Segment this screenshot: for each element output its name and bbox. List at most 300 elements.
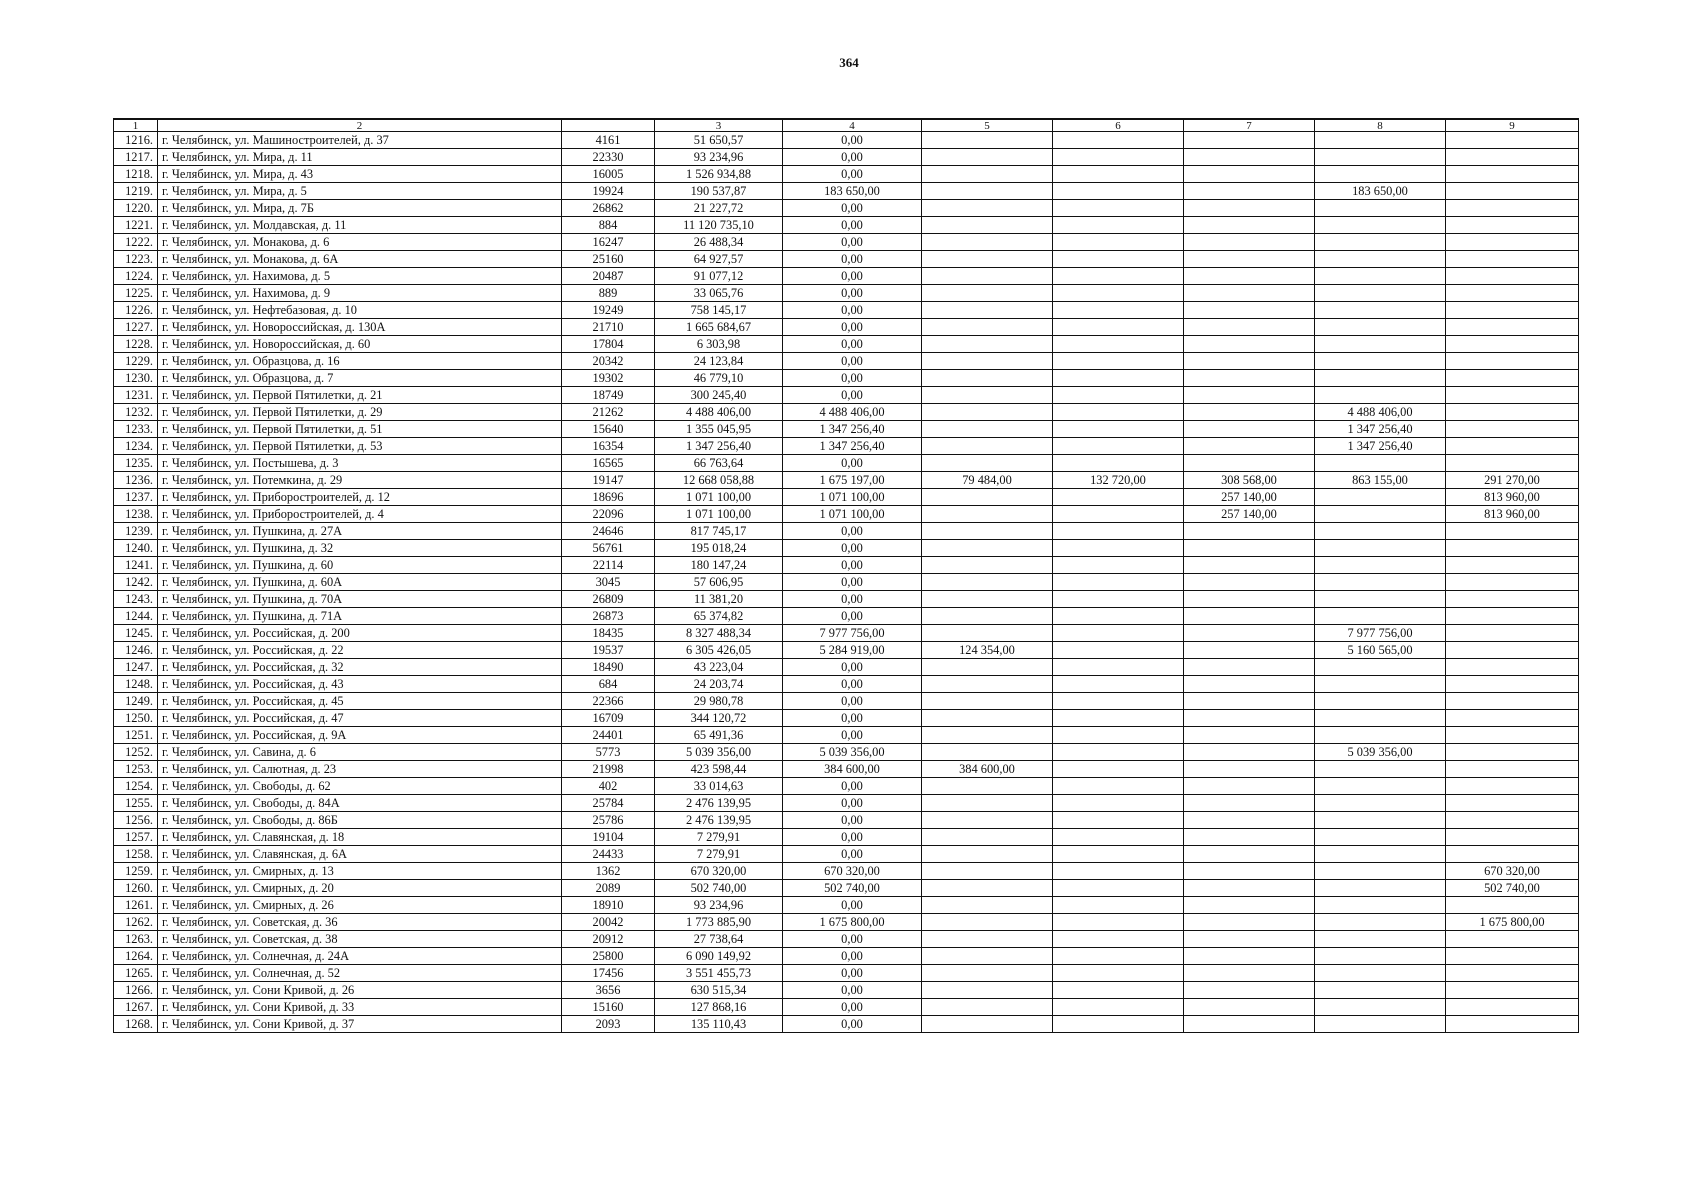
col7-value-cell [1184, 676, 1315, 693]
col7-value-cell [1184, 455, 1315, 472]
code-cell: 21710 [562, 319, 655, 336]
table-row [114, 676, 1579, 693]
col8-value-cell [1315, 710, 1446, 727]
address-cell: г. Челябинск, ул. Машиностроителей, д. 37 [158, 132, 562, 149]
col5-value-cell [922, 353, 1053, 370]
col6-value-cell [1053, 557, 1184, 574]
row-number-cell: 1234. [114, 438, 158, 455]
col7-value-cell [1184, 897, 1315, 914]
row-number-cell: 1255. [114, 795, 158, 812]
row-number-cell: 1224. [114, 268, 158, 285]
col3-value-cell: 91 077,12 [655, 268, 783, 285]
col5-value-cell [922, 132, 1053, 149]
col6-value-cell [1053, 387, 1184, 404]
col4-value-cell: 4 488 406,00 [783, 404, 922, 421]
col3-value-cell: 195 018,24 [655, 540, 783, 557]
col9-value-cell [1446, 761, 1579, 778]
page-number: 364 [839, 55, 859, 70]
col8-value-cell [1315, 897, 1446, 914]
table-row [114, 251, 1579, 268]
col9-value-cell [1446, 268, 1579, 285]
code-cell: 16247 [562, 234, 655, 251]
code-cell: 884 [562, 217, 655, 234]
col9-value-cell [1446, 234, 1579, 251]
col5-value-cell [922, 268, 1053, 285]
col5-value-cell [922, 455, 1053, 472]
col5-value-cell [922, 166, 1053, 183]
col9-value-cell [1446, 404, 1579, 421]
table-row [114, 166, 1579, 183]
row-number-cell: 1253. [114, 761, 158, 778]
row-number-cell: 1262. [114, 914, 158, 931]
col3-value-cell: 33 014,63 [655, 778, 783, 795]
table-row [114, 404, 1579, 421]
col4-value-cell: 0,00 [783, 557, 922, 574]
col4-value-cell: 1 071 100,00 [783, 489, 922, 506]
col8-value-cell [1315, 523, 1446, 540]
col3-value-cell: 11 120 735,10 [655, 217, 783, 234]
col5-value-cell: 384 600,00 [922, 761, 1053, 778]
col3-value-cell: 1 355 045,95 [655, 421, 783, 438]
col4-value-cell: 0,00 [783, 829, 922, 846]
col9-value-cell: 813 960,00 [1446, 506, 1579, 523]
row-number-cell: 1249. [114, 693, 158, 710]
address-cell: г. Челябинск, ул. Пушкина, д. 70А [158, 591, 562, 608]
address-cell: г. Челябинск, ул. Российская, д. 9А [158, 727, 562, 744]
col4-value-cell: 0,00 [783, 931, 922, 948]
col4-value-cell: 7 977 756,00 [783, 625, 922, 642]
row-number-cell: 1263. [114, 931, 158, 948]
code-cell: 21998 [562, 761, 655, 778]
address-cell: г. Челябинск, ул. Солнечная, д. 24А [158, 948, 562, 965]
col8-value-cell [1315, 591, 1446, 608]
code-cell: 26809 [562, 591, 655, 608]
row-number-cell: 1260. [114, 880, 158, 897]
col5-value-cell [922, 863, 1053, 880]
col7-value-cell [1184, 914, 1315, 931]
address-cell: г. Челябинск, ул. Первой Пятилетки, д. 21 [158, 387, 562, 404]
col3-value-cell: 26 488,34 [655, 234, 783, 251]
col7-value-cell [1184, 268, 1315, 285]
col8-value-cell [1315, 778, 1446, 795]
row-number-cell: 1227. [114, 319, 158, 336]
col3-value-cell: 6 303,98 [655, 336, 783, 353]
col6-value-cell [1053, 880, 1184, 897]
col4-value-cell: 1 071 100,00 [783, 506, 922, 523]
col6-value-cell [1053, 438, 1184, 455]
col9-value-cell [1446, 710, 1579, 727]
col5-value-cell [922, 965, 1053, 982]
col4-value-cell: 0,00 [783, 1016, 922, 1033]
col6-value-cell [1053, 302, 1184, 319]
table-row [114, 506, 1579, 523]
col6-value-cell [1053, 591, 1184, 608]
code-cell: 5773 [562, 744, 655, 761]
address-cell: г. Челябинск, ул. Новороссийская, д. 130А [158, 319, 562, 336]
code-cell: 25786 [562, 812, 655, 829]
code-cell: 16709 [562, 710, 655, 727]
col4-value-cell: 0,00 [783, 353, 922, 370]
col8-value-cell [1315, 336, 1446, 353]
col3-value-cell: 4 488 406,00 [655, 404, 783, 421]
code-cell: 22366 [562, 693, 655, 710]
col4-value-cell: 0,00 [783, 982, 922, 999]
code-cell: 4161 [562, 132, 655, 149]
row-number-cell: 1241. [114, 557, 158, 574]
col3-value-cell: 300 245,40 [655, 387, 783, 404]
col8-value-cell [1315, 149, 1446, 166]
address-cell: г. Челябинск, ул. Молдавская, д. 11 [158, 217, 562, 234]
address-cell: г. Челябинск, ул. Смирных, д. 20 [158, 880, 562, 897]
col4-value-cell: 0,00 [783, 574, 922, 591]
col8-value-cell [1315, 846, 1446, 863]
col9-value-cell: 670 320,00 [1446, 863, 1579, 880]
col4-value-cell: 0,00 [783, 336, 922, 353]
col7-value-cell [1184, 523, 1315, 540]
col7-value-cell [1184, 574, 1315, 591]
col3-value-cell: 502 740,00 [655, 880, 783, 897]
row-number-cell: 1223. [114, 251, 158, 268]
col6-value-cell [1053, 795, 1184, 812]
address-cell: г. Челябинск, ул. Пушкина, д. 32 [158, 540, 562, 557]
col7-value-cell: 257 140,00 [1184, 506, 1315, 523]
col5-value-cell [922, 659, 1053, 676]
column-header: 7 [1184, 119, 1315, 132]
col8-value-cell [1315, 285, 1446, 302]
col9-value-cell [1446, 846, 1579, 863]
table-row [114, 285, 1579, 302]
col7-value-cell [1184, 829, 1315, 846]
col7-value-cell [1184, 642, 1315, 659]
col4-value-cell: 0,00 [783, 676, 922, 693]
col3-value-cell: 190 537,87 [655, 183, 783, 200]
row-number-cell: 1247. [114, 659, 158, 676]
col6-value-cell [1053, 574, 1184, 591]
code-cell: 56761 [562, 540, 655, 557]
col4-value-cell: 0,00 [783, 268, 922, 285]
col8-value-cell [1315, 1016, 1446, 1033]
col6-value-cell [1053, 1016, 1184, 1033]
col8-value-cell [1315, 557, 1446, 574]
table-row [114, 795, 1579, 812]
row-number-cell: 1243. [114, 591, 158, 608]
col7-value-cell [1184, 421, 1315, 438]
code-cell: 402 [562, 778, 655, 795]
table-body [114, 132, 1579, 1033]
col7-value-cell [1184, 693, 1315, 710]
col9-value-cell [1446, 557, 1579, 574]
col5-value-cell [922, 149, 1053, 166]
col6-value-cell [1053, 812, 1184, 829]
col3-value-cell: 1 773 885,90 [655, 914, 783, 931]
table-row [114, 149, 1579, 166]
col6-value-cell [1053, 863, 1184, 880]
col9-value-cell [1446, 353, 1579, 370]
col7-value-cell [1184, 251, 1315, 268]
row-number-cell: 1232. [114, 404, 158, 421]
address-cell: г. Челябинск, ул. Советская, д. 36 [158, 914, 562, 931]
address-cell: г. Челябинск, ул. Сони Кривой, д. 37 [158, 1016, 562, 1033]
col7-value-cell [1184, 948, 1315, 965]
row-number-cell: 1266. [114, 982, 158, 999]
col5-value-cell [922, 234, 1053, 251]
col7-value-cell [1184, 353, 1315, 370]
table-row [114, 659, 1579, 676]
col3-value-cell: 127 868,16 [655, 999, 783, 1016]
col3-value-cell: 64 927,57 [655, 251, 783, 268]
col8-value-cell: 183 650,00 [1315, 183, 1446, 200]
col4-value-cell: 0,00 [783, 795, 922, 812]
address-cell: г. Челябинск, ул. Образцова, д. 7 [158, 370, 562, 387]
col7-value-cell [1184, 931, 1315, 948]
col5-value-cell [922, 676, 1053, 693]
col4-value-cell: 502 740,00 [783, 880, 922, 897]
code-cell: 19302 [562, 370, 655, 387]
col4-value-cell: 0,00 [783, 693, 922, 710]
col6-value-cell [1053, 999, 1184, 1016]
col3-value-cell: 6 305 426,05 [655, 642, 783, 659]
col6-value-cell [1053, 370, 1184, 387]
col4-value-cell: 5 284 919,00 [783, 642, 922, 659]
col6-value-cell [1053, 846, 1184, 863]
col3-value-cell: 1 665 684,67 [655, 319, 783, 336]
col3-value-cell: 670 320,00 [655, 863, 783, 880]
col8-value-cell [1315, 302, 1446, 319]
col9-value-cell [1446, 149, 1579, 166]
col4-value-cell: 0,00 [783, 710, 922, 727]
col7-value-cell [1184, 965, 1315, 982]
col9-value-cell [1446, 829, 1579, 846]
code-cell: 22096 [562, 506, 655, 523]
table-row [114, 778, 1579, 795]
code-cell: 3045 [562, 574, 655, 591]
col4-value-cell: 0,00 [783, 302, 922, 319]
code-cell: 1362 [562, 863, 655, 880]
col3-value-cell: 817 745,17 [655, 523, 783, 540]
col6-value-cell [1053, 455, 1184, 472]
address-cell: г. Челябинск, ул. Нахимова, д. 5 [158, 268, 562, 285]
col7-value-cell [1184, 846, 1315, 863]
col9-value-cell [1446, 676, 1579, 693]
code-cell: 18435 [562, 625, 655, 642]
table-row [114, 438, 1579, 455]
column-header: 5 [922, 119, 1053, 132]
col5-value-cell [922, 285, 1053, 302]
row-number-cell: 1256. [114, 812, 158, 829]
col9-value-cell [1446, 455, 1579, 472]
code-cell: 2093 [562, 1016, 655, 1033]
col5-value-cell [922, 251, 1053, 268]
col8-value-cell [1315, 931, 1446, 948]
col9-value-cell [1446, 693, 1579, 710]
column-header: 2 [158, 119, 562, 132]
col7-value-cell [1184, 302, 1315, 319]
col7-value-cell [1184, 880, 1315, 897]
code-cell: 25800 [562, 948, 655, 965]
row-number-cell: 1246. [114, 642, 158, 659]
col6-value-cell [1053, 353, 1184, 370]
col4-value-cell: 0,00 [783, 319, 922, 336]
col4-value-cell: 1 675 800,00 [783, 914, 922, 931]
col9-value-cell [1446, 608, 1579, 625]
col4-value-cell: 0,00 [783, 846, 922, 863]
col3-value-cell: 24 203,74 [655, 676, 783, 693]
col5-value-cell [922, 421, 1053, 438]
col7-value-cell [1184, 795, 1315, 812]
col5-value-cell [922, 744, 1053, 761]
col6-value-cell [1053, 251, 1184, 268]
row-number-cell: 1229. [114, 353, 158, 370]
row-number-cell: 1239. [114, 523, 158, 540]
table-row [114, 642, 1579, 659]
column-header [562, 119, 655, 132]
code-cell: 16565 [562, 455, 655, 472]
col3-value-cell: 27 738,64 [655, 931, 783, 948]
col6-value-cell [1053, 540, 1184, 557]
col9-value-cell [1446, 370, 1579, 387]
col8-value-cell [1315, 863, 1446, 880]
table-row [114, 812, 1579, 829]
col6-value-cell [1053, 965, 1184, 982]
code-cell: 18490 [562, 659, 655, 676]
code-cell: 25784 [562, 795, 655, 812]
col9-value-cell [1446, 795, 1579, 812]
row-number-cell: 1235. [114, 455, 158, 472]
code-cell: 19537 [562, 642, 655, 659]
row-number-cell: 1259. [114, 863, 158, 880]
col4-value-cell: 0,00 [783, 285, 922, 302]
col3-value-cell: 12 668 058,88 [655, 472, 783, 489]
col5-value-cell [922, 540, 1053, 557]
col5-value-cell [922, 506, 1053, 523]
col7-value-cell [1184, 778, 1315, 795]
col4-value-cell: 0,00 [783, 234, 922, 251]
col6-value-cell [1053, 897, 1184, 914]
col3-value-cell: 7 279,91 [655, 829, 783, 846]
col9-value-cell [1446, 965, 1579, 982]
address-cell: г. Челябинск, ул. Нефтебазовая, д. 10 [158, 302, 562, 319]
col5-value-cell [922, 846, 1053, 863]
col4-value-cell: 0,00 [783, 948, 922, 965]
col4-value-cell: 1 347 256,40 [783, 421, 922, 438]
col4-value-cell: 5 039 356,00 [783, 744, 922, 761]
col4-value-cell: 0,00 [783, 200, 922, 217]
column-header: 4 [783, 119, 922, 132]
address-cell: г. Челябинск, ул. Мира, д. 5 [158, 183, 562, 200]
col6-value-cell [1053, 778, 1184, 795]
col7-value-cell [1184, 183, 1315, 200]
col8-value-cell [1315, 693, 1446, 710]
address-cell: г. Челябинск, ул. Пушкина, д. 60А [158, 574, 562, 591]
col6-value-cell [1053, 761, 1184, 778]
col8-value-cell [1315, 217, 1446, 234]
column-header: 9 [1446, 119, 1579, 132]
col6-value-cell [1053, 149, 1184, 166]
col8-value-cell [1315, 676, 1446, 693]
address-cell: г. Челябинск, ул. Смирных, д. 13 [158, 863, 562, 880]
code-cell: 22330 [562, 149, 655, 166]
code-cell: 19924 [562, 183, 655, 200]
col8-value-cell [1315, 132, 1446, 149]
col9-value-cell [1446, 897, 1579, 914]
col3-value-cell: 6 090 149,92 [655, 948, 783, 965]
col5-value-cell [922, 319, 1053, 336]
address-cell: г. Челябинск, ул. Первой Пятилетки, д. 29 [158, 404, 562, 421]
address-cell: г. Челябинск, ул. Нахимова, д. 9 [158, 285, 562, 302]
col9-value-cell [1446, 200, 1579, 217]
address-cell: г. Челябинск, ул. Свободы, д. 84А [158, 795, 562, 812]
row-number-cell: 1251. [114, 727, 158, 744]
col4-value-cell: 0,00 [783, 132, 922, 149]
table-row [114, 336, 1579, 353]
code-cell: 21262 [562, 404, 655, 421]
col8-value-cell [1315, 812, 1446, 829]
col9-value-cell [1446, 285, 1579, 302]
col4-value-cell: 0,00 [783, 540, 922, 557]
row-number-cell: 1240. [114, 540, 158, 557]
row-number-cell: 1236. [114, 472, 158, 489]
address-cell: г. Челябинск, ул. Российская, д. 43 [158, 676, 562, 693]
col5-value-cell [922, 778, 1053, 795]
col9-value-cell [1446, 948, 1579, 965]
col7-value-cell [1184, 608, 1315, 625]
table-row [114, 455, 1579, 472]
col8-value-cell [1315, 829, 1446, 846]
row-number-cell: 1221. [114, 217, 158, 234]
table-row [114, 1016, 1579, 1033]
table-row [114, 183, 1579, 200]
code-cell: 20342 [562, 353, 655, 370]
col4-value-cell: 1 347 256,40 [783, 438, 922, 455]
col3-value-cell: 7 279,91 [655, 846, 783, 863]
col5-value-cell [922, 727, 1053, 744]
code-cell: 19249 [562, 302, 655, 319]
row-number-cell: 1222. [114, 234, 158, 251]
col9-value-cell [1446, 336, 1579, 353]
code-cell: 24433 [562, 846, 655, 863]
col3-value-cell: 1 347 256,40 [655, 438, 783, 455]
col9-value-cell [1446, 387, 1579, 404]
table-row [114, 319, 1579, 336]
col5-value-cell [922, 1016, 1053, 1033]
col7-value-cell [1184, 387, 1315, 404]
col6-value-cell [1053, 336, 1184, 353]
table-row [114, 829, 1579, 846]
col8-value-cell [1315, 727, 1446, 744]
col5-value-cell [922, 404, 1053, 421]
col3-value-cell: 51 650,57 [655, 132, 783, 149]
address-cell: г. Челябинск, ул. Сони Кривой, д. 33 [158, 999, 562, 1016]
table-row [114, 982, 1579, 999]
address-cell: г. Челябинск, ул. Приборостроителей, д. 4 [158, 506, 562, 523]
table-row [114, 948, 1579, 965]
col5-value-cell [922, 812, 1053, 829]
row-number-cell: 1238. [114, 506, 158, 523]
col3-value-cell: 46 779,10 [655, 370, 783, 387]
col7-value-cell [1184, 319, 1315, 336]
col4-value-cell: 0,00 [783, 778, 922, 795]
row-number-cell: 1261. [114, 897, 158, 914]
col6-value-cell [1053, 404, 1184, 421]
col9-value-cell [1446, 931, 1579, 948]
table-row [114, 744, 1579, 761]
col6-value-cell: 132 720,00 [1053, 472, 1184, 489]
table-row [114, 999, 1579, 1016]
col8-value-cell [1315, 489, 1446, 506]
col4-value-cell: 0,00 [783, 812, 922, 829]
col3-value-cell: 2 476 139,95 [655, 795, 783, 812]
col9-value-cell [1446, 132, 1579, 149]
